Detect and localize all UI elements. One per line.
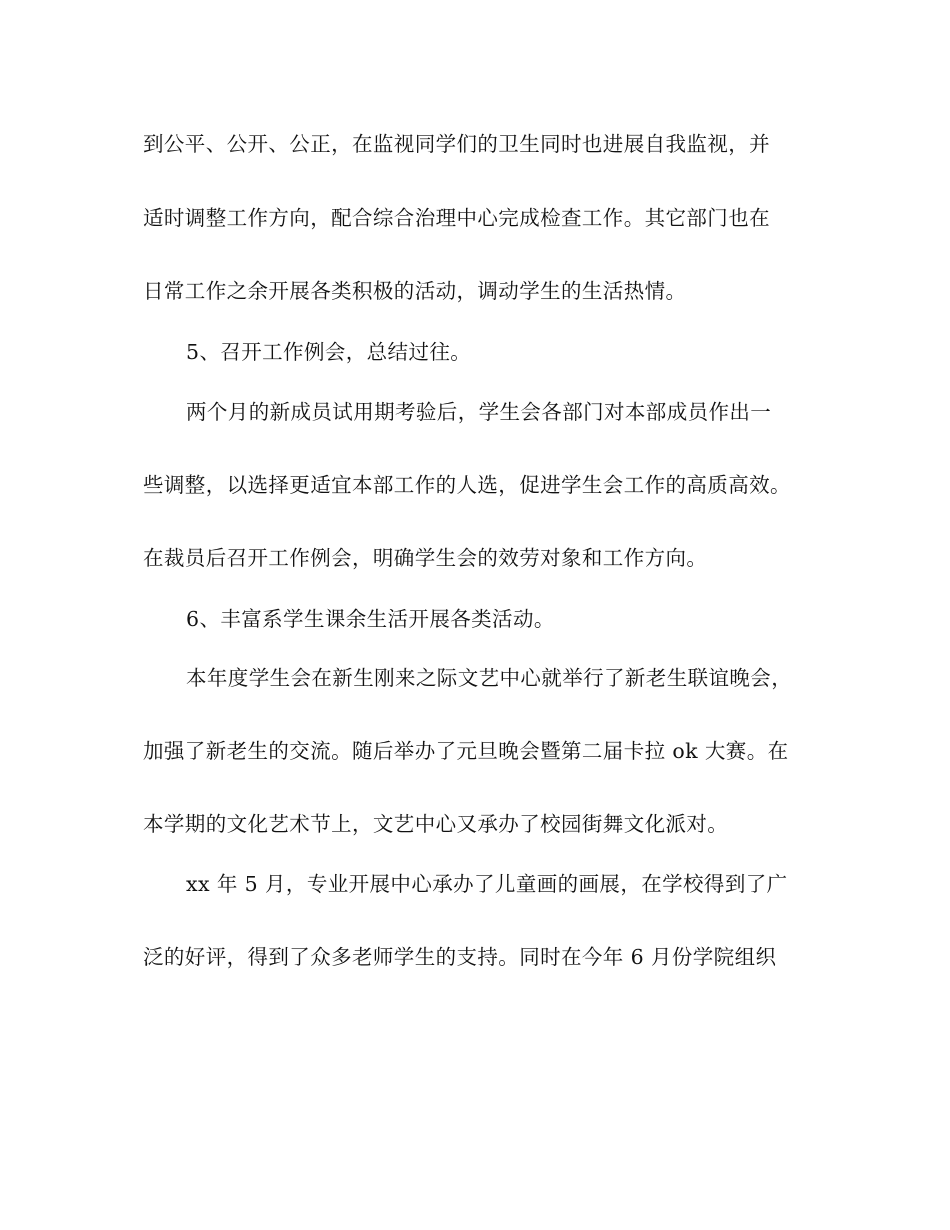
paragraph-line: 两个月的新成员试用期考验后，学生会各部门对本部成员作出一	[186, 400, 772, 424]
paragraph-line: 加强了新老生的交流。随后举办了元旦晚会暨第二届卡拉 ok 大赛。在	[143, 739, 789, 763]
paragraph-line: 在裁员后召开工作例会，明确学生会的效劳对象和工作方向。	[143, 546, 708, 570]
paragraph-line: 些调整，以选择更适宜本部工作的人选，促进学生会工作的高质高效。	[143, 473, 791, 497]
paragraph-line: xx 年 5 月，专业开展中心承办了儿童画的画展，在学校得到了广	[186, 872, 788, 896]
paragraph-line: 日常工作之余开展各类积极的活动，调动学生的生活热情。	[143, 279, 687, 303]
paragraph-line: 到公平、公开、公正，在监视同学们的卫生同时也进展自我监视，并	[143, 132, 770, 156]
paragraph-line: 泛的好评，得到了众多老师学生的支持。同时在今年 6 月份学院组织	[143, 945, 777, 969]
section-heading: 6、丰富系学生课余生活开展各类活动。	[186, 607, 555, 631]
paragraph-line: 本学期的文化艺术节上，文艺中心又承办了校园街舞文化派对。	[143, 812, 729, 836]
section-heading: 5、召开工作例会，总结过往。	[186, 340, 472, 364]
paragraph-line: 本年度学生会在新生刚来之际文艺中心就举行了新老生联谊晚会，	[186, 666, 793, 690]
paragraph-line: 适时调整工作方向，配合综合治理中心完成检查工作。其它部门也在	[143, 206, 770, 230]
